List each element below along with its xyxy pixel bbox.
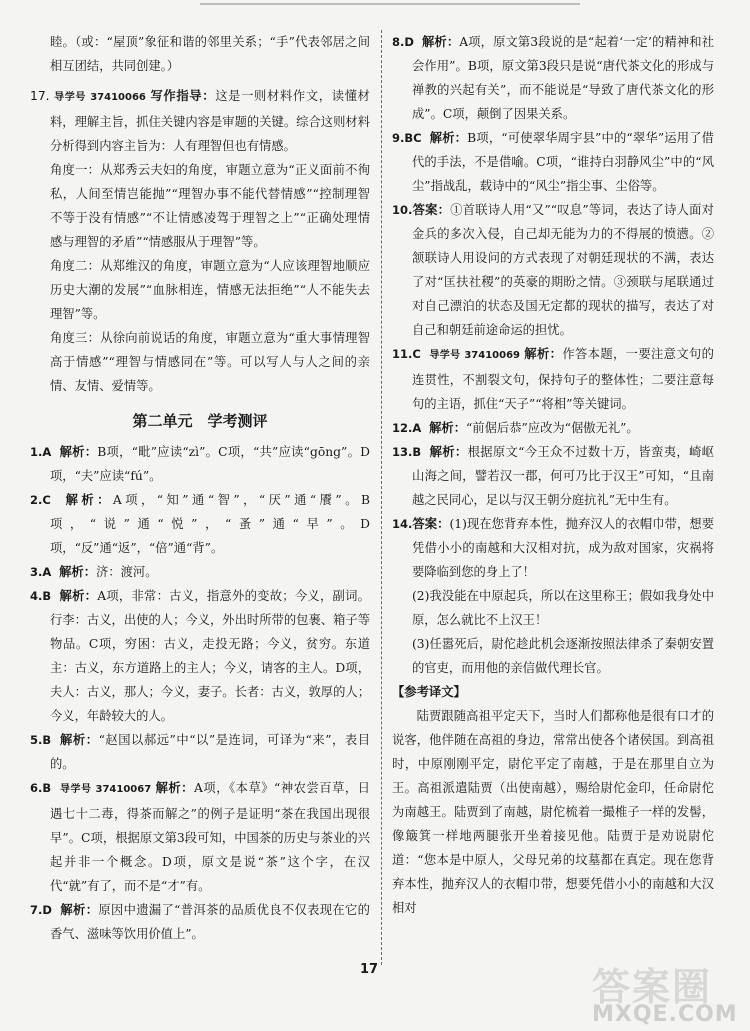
answer-14-part2: (2)我没能在中原起兵，所以在这里称王；假如我身处中原，怎么就比不上汉王！ <box>412 589 714 627</box>
top-rule <box>200 3 580 5</box>
answer-8: 8.D 解析：A项，原文第3段说的是“起着‘一定’的精神和社会作用”。B项，原文第3段只是说“唐代茶文化的形成与禅教的兴起有关”，而不能说是“导致了唐代茶文化的形成”。C项，颠倒了因果关系。 <box>392 34 714 121</box>
guide-code: 导学号 37410066 <box>54 92 146 103</box>
reference-translation-title: 【参考译文】 <box>392 684 466 699</box>
answer-4: 4.B 解析：A项，非常：古义，指意外的变故；今义，副词。行李：古义，出使的人；今义，外出时所带的包裹、箱子等物品。C项，穷困：古义，走投无路；今义，贫穷。东道主：古义，东方道路上的主人；今义，请客的主人。D项，夫人：古义，那人；今义，妻子。长者：古义，敦厚的人；今义，年龄较大的人。 <box>30 588 370 723</box>
answer-1: 1.A 解析：B项，“毗”应读“zì”。C项，“共”应读“gōng”。D项，“夫”应读“fú”。 <box>30 444 370 483</box>
angle-one: 角度一：从郑秀云夫妇的角度，审题立意为“正义面前不徇私，人间至情岂能抛”“理智办事不能代替情感”“控制理智不等于没有情感”“不让情感凌驾于理智之上”“正确处理情感与理智的矛盾”“情感服从于理智”等。 <box>50 163 370 249</box>
question-17: 17. 导学号 37410066 写作指导：这是一则材料作文，读懂材料，理解主旨，抓住关键内容是审题的关键。综合这则材料分析得到内容主旨为：人有理智但也有情感。 <box>30 88 370 153</box>
answer-2: 2.C 解析：A项，“知”通“智”，“厌”通“餍”。B项，“说”通“悦”，“蚤”通“早”。D项，“反”通“返”，“倍”通“背”。 <box>30 492 370 555</box>
answer-14: 14.答案：(1)现在您背弃本性，抛弃汉人的衣帽巾带，想要凭借小小的南越和大汉相对抗，成为敌对国家，灾祸将要降临到您的身上了！ <box>392 516 714 579</box>
angle-three: 角度三：从徐向前说话的角度，审题立意为“重大事情理智高于情感”“理智与情感同在”等。可以写人与人之间的亲情、友情、爱情等。 <box>50 331 370 393</box>
answer-9: 9.BC 解析：B项，“可使翠华周宇县”中的“翠华”运用了借代的手法，不是借喻。C项，“谁持白羽静风尘”中的“风尘”指战乱，载诗中的“风尘”指尘事、尘俗等。 <box>392 130 714 193</box>
watermark-text: 答案圈 <box>592 965 713 1009</box>
answer-13: 13.B 解析：根据原文“今王众不过数十万，皆蛮夷，崎岖山海之间，譬若汉一郡，何可乃比于汉王”可知，“且南越之民同心，足以与汉王朝分庭抗礼”无中生有。 <box>392 444 714 507</box>
watermark-logo <box>592 965 742 1027</box>
answer-7: 7.D 解析：原因中遗漏了“普洱茶的品质优良不仅表现在它的香气、滋味等饮用价值上”。 <box>30 902 370 941</box>
answer-5: 5.B 解析：“赵国以郝远”中“以”是连词，可译为“来”，表目的。 <box>30 732 370 771</box>
watermark-url: MXQE.COM <box>592 1002 738 1027</box>
answer-3: 3.A 解析：济：渡河。 <box>30 564 158 579</box>
answer-label: 写作指导： <box>150 88 216 103</box>
paragraph-q16-tail: 睦。（或：“屋顶”象征和谐的邻里关系；“手”代表邻居之间相互团结，共同创建。） <box>50 35 370 73</box>
answer-14-part3: (3)任嚣死后，尉佗趁此机会逐渐按照法律杀了秦朝安置的官吏，而用他的亲信做代理长官。 <box>412 637 714 675</box>
answer-6: 6.B 导学号 37410067 解析：A项，《本草》“神农尝百草，日遇七十二毒，得茶而解之”的例子是证明“茶在我国出现很早”。C项，根据原文第3段可知，中国茶的历史与茶业的兴起并非一个概念。D项，原文是说“茶”这个字，在汉代“就”有了，而不是“才”有。 <box>30 780 370 893</box>
reference-translation-text: 陆贾跟随高祖平定天下，当时人们都称他是很有口才的说客，他伴随在高祖的身边，常常出使各个诸侯国。到高祖时，中原刚刚平定，尉佗平定了南越，于是在那里自立为王。高祖派遣陆贾（出使南越），赐给尉佗金印，任命尉佗为南越王。陆贾到了南越，尉佗梳着一撮椎子一样的发髻，像簸箕一样地两腿张开坐着接见他。陆贾于是劝说尉佗道：“您本是中原人，父母兄弟的坟墓都在真定。现在您背弃本性，抛弃汉人的衣帽巾带，想要凭借小小的南越和大汉相对 <box>392 709 714 915</box>
angle-two: 角度二：从郑维汉的角度，审题立意为“人应该理智地顺应历史大潮的发展”“血脉相连，情感无法拒绝”“人不能失去理智”等。 <box>50 259 370 321</box>
page-number: 17 <box>360 962 379 977</box>
column-divider <box>381 30 382 965</box>
right-column <box>392 30 714 920</box>
answer-10: 10.答案：①首联诗人用“又”“叹息”等词，表达了诗人面对金兵的多次入侵，自己却无能为力的不得展的愤懑。②颔联诗人用设问的方式表现了对朝廷现状的不满，表达了对“匡扶社稷”的英豪的期盼之情。③颈联与尾联通过对自己漂泊的状态及国无定都的现状的描写，表达了对自己和朝廷前途命运的担忧。 <box>392 202 714 337</box>
section-title: 第二单元 学考测评 <box>132 412 268 430</box>
answer-11: 11.C 导学号 37410069 解析：作答本题，一要注意文句的连贯性，不割裂文句，保持句子的整体性；二要注意每句的主语，抓住“天子”“将相”等关键词。 <box>392 346 714 411</box>
answer-12: 12.A 解析：“前倨后恭”应改为“倨傲无礼”。 <box>392 420 639 435</box>
left-column <box>30 30 370 946</box>
